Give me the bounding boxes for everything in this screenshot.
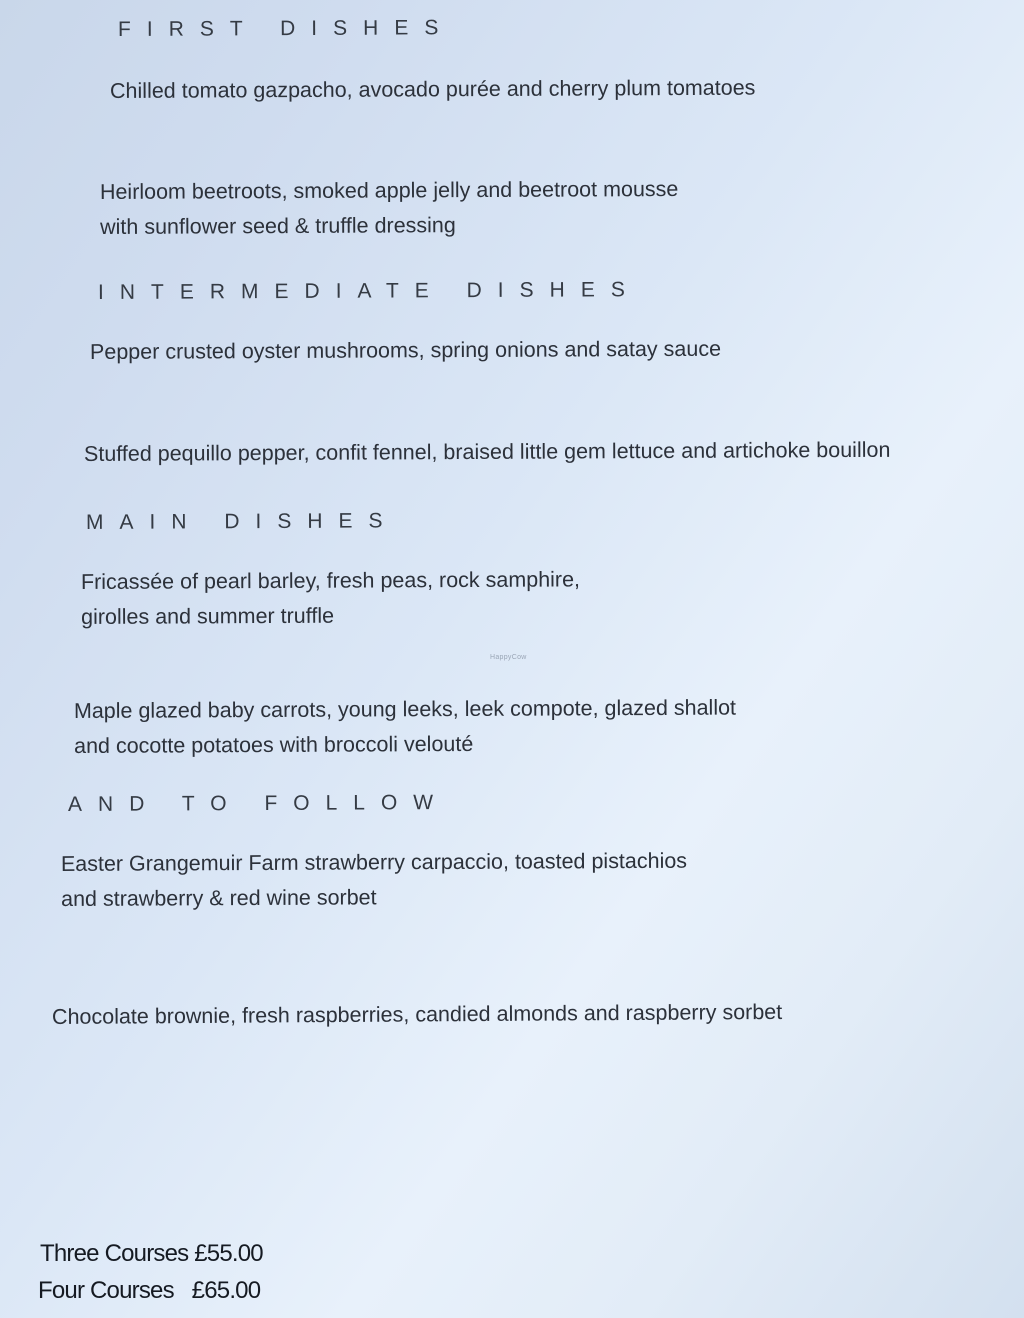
- dish-line: Easter Grangemuir Farm strawberry carpaccio, toasted pistachios: [60, 848, 688, 877]
- dish-line: Pepper crusted oyster mushrooms, spring onions and satay sauce: [89, 336, 722, 364]
- price-value: £55.00: [194, 1240, 263, 1267]
- price-label: Three Courses: [40, 1240, 189, 1267]
- dish-line: Chilled tomato gazpacho, avocado purée and cherry plum tomatoes: [109, 75, 756, 103]
- dish-oyster-mushrooms: [90, 332, 721, 370]
- dish-line: and cocotte potatoes with broccoli velouté: [74, 731, 474, 758]
- price-four-courses: [38, 1277, 260, 1305]
- section-heading-intermediate-dishes: INTERMEDIATE DISHES: [97, 278, 641, 304]
- happycow-watermark: HappyCow: [490, 654, 527, 661]
- section-heading-main-dishes: MAIN DISHES: [85, 509, 399, 534]
- section-heading-and-to-follow: AND TO FOLLOW: [67, 791, 450, 816]
- dish-line: Maple glazed baby carrots, young leeks, leek compote, glazed shallot: [73, 695, 737, 724]
- dish-line: girolles and summer truffle: [81, 603, 335, 629]
- dish-maple-glazed-carrots: [74, 691, 736, 764]
- dish-strawberry-carpaccio: [61, 844, 687, 917]
- dish-line: Stuffed pequillo pepper, confit fennel, braised little gem lettuce and artichoke bouillon: [83, 437, 891, 466]
- dish-line: and strawberry & red wine sorbet: [61, 885, 377, 911]
- price-three-courses: [40, 1240, 263, 1268]
- dish-stuffed-pequillo-pepper: [84, 433, 891, 472]
- section-heading-first-dishes: FIRST DISHES: [117, 16, 455, 41]
- dish-line: with sunflower seed & truffle dressing: [100, 213, 456, 239]
- dish-line: Fricassée of pearl barley, fresh peas, rock samphire,: [80, 567, 581, 595]
- price-value: £65.00: [191, 1277, 261, 1304]
- dish-gazpacho: [110, 71, 756, 109]
- dish-line: Heirloom beetroots, smoked apple jelly and beetroot mousse: [99, 176, 679, 205]
- dish-line: Chocolate brownie, fresh raspberries, candied almonds and raspberry sorbet: [51, 999, 783, 1029]
- dish-heirloom-beetroots: [100, 172, 679, 245]
- dish-fricassee-pearl-barley: [81, 562, 580, 635]
- dish-chocolate-brownie: [52, 995, 782, 1035]
- price-label: Four Courses: [38, 1277, 174, 1304]
